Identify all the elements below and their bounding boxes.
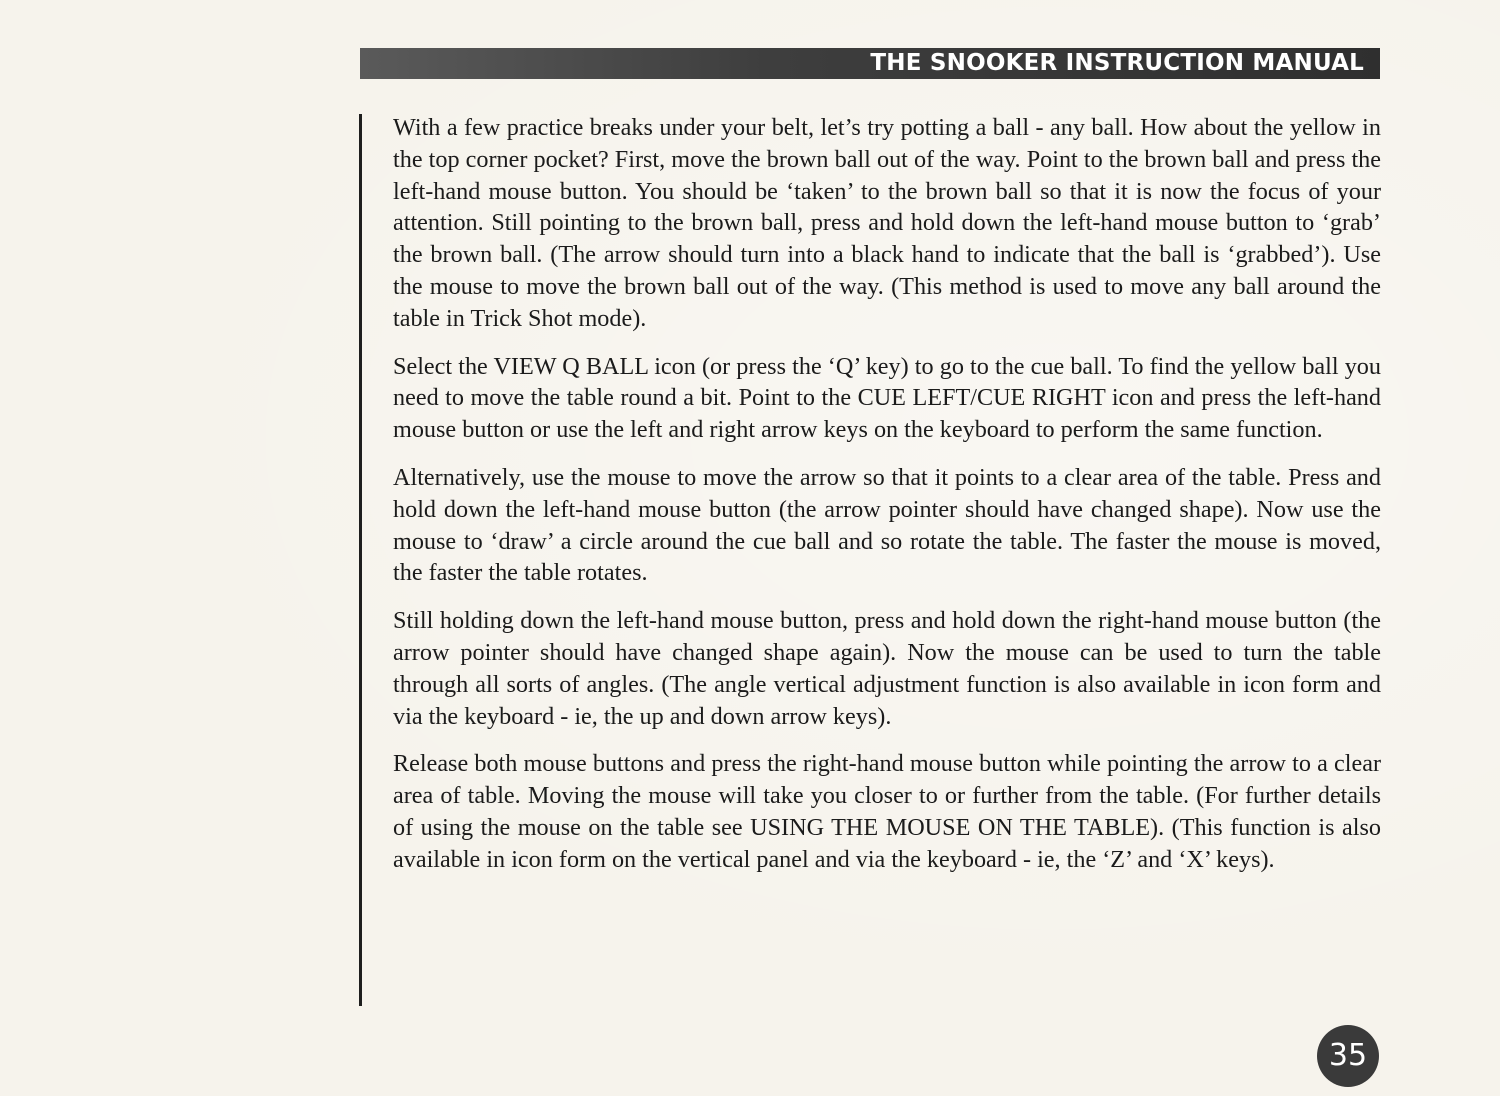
paragraph: Select the VIEW Q BALL icon (or press the ‘Q’ key) to go to the cue ball. To find the yellow ball you need to move the table round a bit. Point to the CUE LEFT/CUE RIGHT icon and press the left-hand mouse button or use the left and right arrow keys on the keyboard to perform the same function. [393, 352, 1381, 444]
paragraph: Alternatively, use the mouse to move the arrow so that it points to a clear area of the table. Press and hold down the left-hand mouse button (the arrow pointer should have changed shape). Now use the mouse to ‘draw’ a circle around the cue ball and so rotate the table. The faster the mouse is moved, the faster the table rotates. [393, 463, 1381, 587]
page-number-badge: 35 [1317, 1025, 1379, 1087]
header-title: THE SNOOKER INSTRUCTION MANUAL [870, 50, 1364, 76]
paragraph: Release both mouse buttons and press the right-hand mouse button while pointing the arrow to a clear area of table. Moving the mouse will take you closer to or further from the table. (For further details of using the mouse on the table see USING THE MOUSE ON THE TABLE). (This function is also available in icon form on the vertical panel and via the keyboard - ie, the ‘Z’ and ‘X’ keys). [393, 750, 1381, 873]
paragraph: With a few practice breaks under your belt, let’s try potting a ball - any ball. How about the yellow in the top corner pocket? First, move the brown ball out of the way. Point to the brown ball and press the left-hand mouse button. You should be ‘taken’ to the brown ball so that it is now the focus of your attention. Still pointing to the brown ball, press and hold down the left-hand mouse button to ‘grab’ the brown ball. (The arrow should turn into a black hand to indicate that the ball is ‘grabbed’). Use the mouse to move the brown ball out of the way. (This method is used to move any ball around the table in Trick Shot mode). [393, 114, 1381, 332]
header-bar [360, 48, 1380, 79]
margin-rule [359, 114, 362, 1006]
paragraph: Still holding down the left-hand mouse button, press and hold down the right-hand mouse button (the arrow pointer should have changed shape again). Now the mouse can be used to turn the table through all sorts of angles. (The angle vertical adjustment function is also available in icon form and via the keyboard - ie, the up and down arrow keys). [393, 607, 1381, 730]
body-text [393, 112, 1381, 892]
